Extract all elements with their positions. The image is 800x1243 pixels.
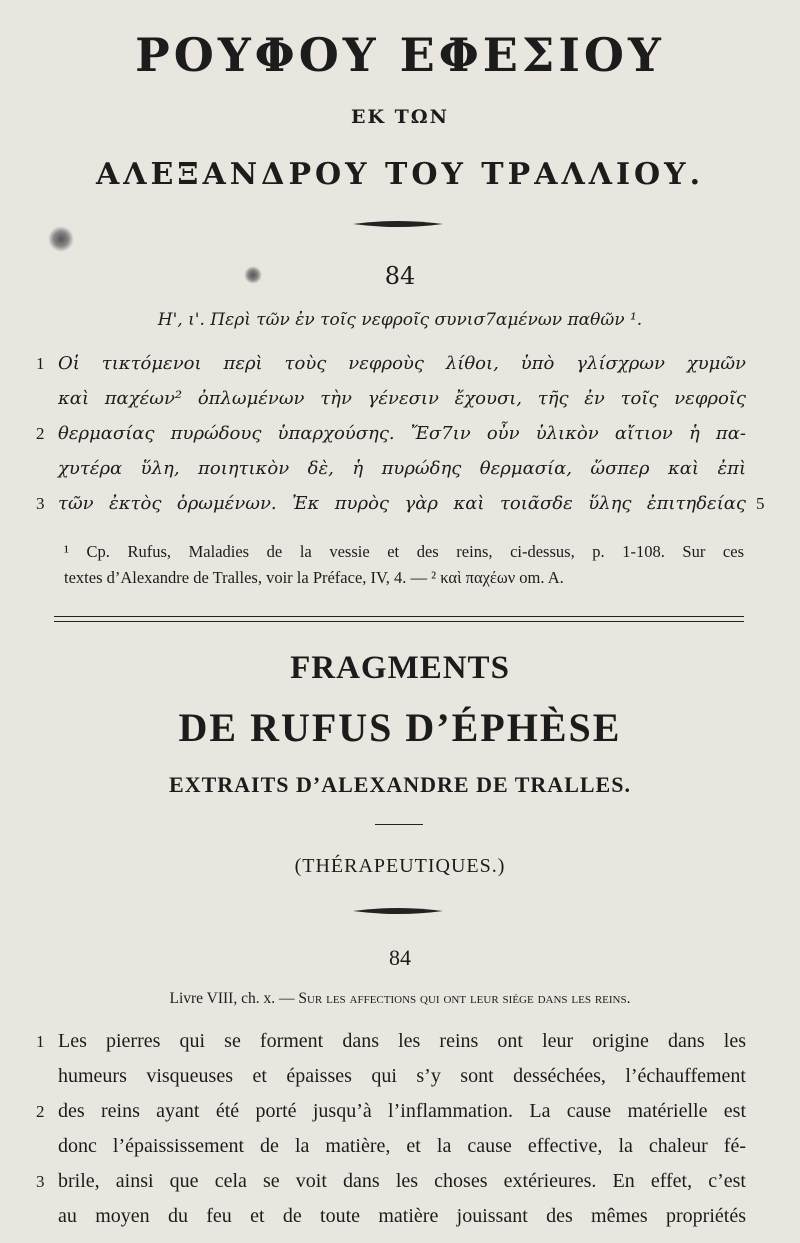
greek-text-line: θερμασίας πυρώδους ὑπαρχούσης. Ἔσ7ιν οὖν ὑλικὸν αἴτιον ἡ πα- [58, 423, 746, 444]
line-number: 1 [36, 1032, 45, 1051]
greek-chapter-number: 84 [384, 262, 416, 290]
section-rule [54, 616, 744, 617]
french-text-line: des reins ayant été porté jusqu’à l’inflammation. La cause matérielle est [58, 1100, 746, 1122]
greek-title: ΡΟΥΦΟΥ ΕΦΕΣΙΟΥ [135, 28, 665, 82]
ornament-divider [353, 218, 443, 230]
french-text-line: donc l’épaississement de la matière, et la cause effective, la chaleur fé- [58, 1135, 746, 1157]
ink-spot [48, 226, 74, 252]
french-chapter-heading [0, 990, 800, 1008]
short-divider [375, 824, 423, 825]
line-number: 3 [36, 494, 45, 513]
french-subtitle: EXTRAITS D’ALEXANDRE DE TRALLES. [169, 772, 631, 797]
french-title: FRAGMENTS [290, 650, 510, 686]
heading-smallcaps: Sur les affections qui ont leur siége dans les reins. [298, 990, 631, 1007]
ornament-divider [353, 905, 443, 917]
french-title-2: DE RUFUS D’ÉPHÈSE [178, 705, 622, 750]
line-number: 2 [36, 424, 45, 443]
heading-prefix: Livre VIII, ch. x. — [169, 990, 299, 1007]
line-number: 1 [36, 354, 45, 373]
footnote-line: textes d’Alexandre de Tralles, voir la Préface, IV, 4. — ² καὶ παχέων om. A. [64, 568, 564, 587]
french-text-line: Les pierres qui se forment dans les reins ont leur origine dans les [58, 1030, 746, 1052]
french-text-line: brile, ainsi que cela se voit dans les choses extérieures. En effet, c’est [58, 1170, 746, 1192]
section-rule [54, 621, 744, 622]
line-number: 2 [36, 1102, 45, 1121]
footnote-line: ¹ Cp. Rufus, Maladies de la vessie et des reins, ci-dessus, p. 1-108. Sur ces [64, 542, 744, 561]
greek-title-2: ΑΛΕΞΑΝΔΡΟΥ ΤΟΥ ΤΡΑΛΛΙΟΥ. [95, 157, 705, 192]
line-number: 3 [36, 1172, 45, 1191]
margin-line-number: 5 [756, 494, 765, 513]
greek-chapter-heading: Η', ι'. Περὶ τῶν ἐν τοῖς νεφροῖς συνισ7αμένων παθῶν ¹. [157, 310, 643, 330]
french-text-line: au moyen du feu et de toute matière jouissant des mêmes propriétés [58, 1205, 746, 1227]
greek-text-line: τῶν ἐκτὸς ὁρωμένων. Ἐκ πυρὸς γὰρ καὶ τοιᾶσδε ὕλης ἐπιτηδείας [58, 493, 746, 514]
greek-subtitle: ΕΚ ΤΩΝ [350, 106, 450, 128]
greek-text-line: χυτέρα ὕλη, ποιητικὸν δὲ, ἡ πυρώδης θερμασία, ὥσπερ καὶ ἐπὶ [58, 458, 746, 479]
greek-text-line: Οἱ τικτόμενοι περὶ τοὺς νεφροὺς λίθοι, ὑπὸ γλίσχρων χυμῶν [58, 353, 746, 374]
french-chapter-number: 84 [389, 945, 411, 970]
french-text-line: humeurs visqueuses et épaisses qui s’y sont desséchées, l’échauffement [58, 1065, 746, 1087]
greek-text-line: καὶ παχέων² ὀπλωμένων τὴν γένεσιν ἔχουσι, τῆς ἐν τοῖς νεφροῖς [58, 388, 746, 409]
french-paren-heading: (THÉRAPEUTIQUES.) [294, 855, 506, 877]
